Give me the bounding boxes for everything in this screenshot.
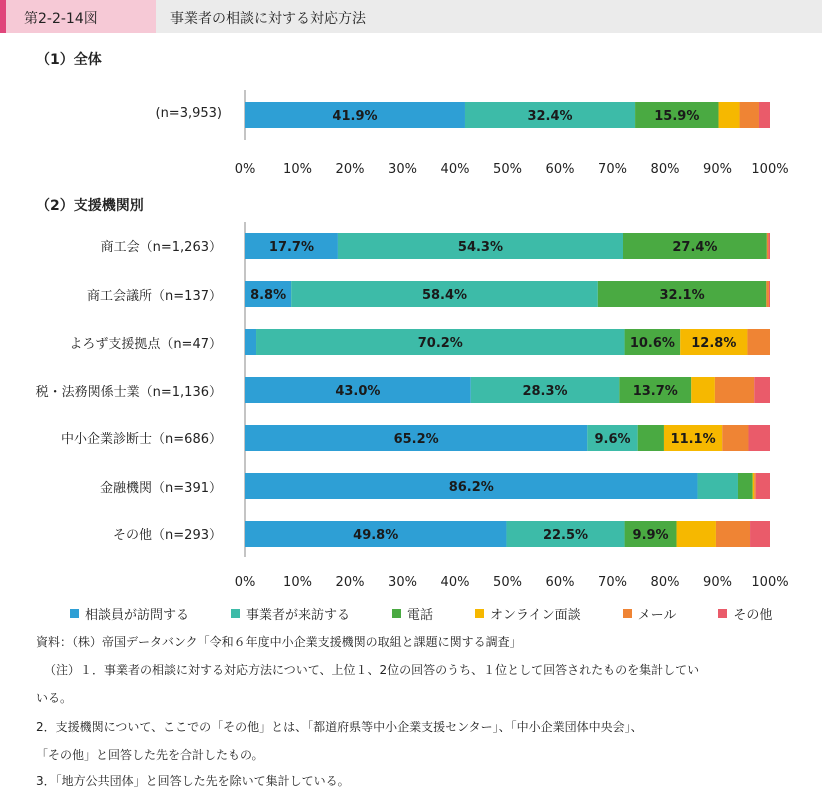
data-label-1-4-1: 9.6%	[594, 432, 631, 447]
x-tick-label-1-6: 60%	[545, 575, 575, 590]
note-3: 3．「地方公共団体」と回答した先を除いて集計している。	[36, 774, 350, 788]
bar-segment-0-0-3	[719, 102, 740, 128]
bar-segment-1-3-5	[754, 377, 770, 403]
bar-segment-1-5-3	[753, 473, 755, 499]
row-label-shokokai: 商工会（n=1,263）	[100, 240, 222, 255]
bar-segment-1-5-5	[756, 473, 770, 499]
data-label-1-0-2: 27.4%	[672, 240, 718, 255]
data-label-1-1-1: 58.4%	[421, 288, 468, 303]
legend-label-online: オンライン面談	[490, 608, 581, 623]
note-1-continued: いる。	[36, 691, 73, 705]
legend-swatch-online	[475, 609, 484, 618]
bar-segment-1-1-4	[766, 281, 769, 307]
legend-item-came	[231, 604, 350, 623]
bar-segment-1-6-3	[677, 521, 716, 547]
bar-segment-1-3-3	[691, 377, 715, 403]
data-label-0-0-2: 15.9%	[654, 109, 700, 124]
figure-title: 事業者の相談に対する対応方法	[170, 11, 366, 27]
bar-segment-1-0-4	[767, 233, 769, 259]
x-tick-label-0-1: 10%	[283, 162, 312, 177]
x-tick-label-0-3: 30%	[388, 162, 417, 177]
bar-segment-1-1-5	[769, 281, 770, 307]
section-title-by-agency: （2）支援機関別	[36, 198, 144, 214]
data-label-0-0-1: 32.4%	[527, 109, 573, 124]
note-2-continued: 「その他」と回答した先を合計したもの。	[36, 748, 264, 762]
data-label-1-1-0: 8.8%	[250, 288, 287, 303]
data-label-1-3-0: 43.0%	[335, 384, 381, 399]
x-tick-label-0-7: 70%	[598, 162, 627, 177]
legend-item-visit	[70, 604, 189, 623]
x-tick-label-0-0: 0%	[234, 162, 256, 177]
data-label-1-2-1: 70.2%	[417, 336, 463, 351]
x-tick-label-1-8: 80%	[650, 575, 680, 590]
x-tick-label-1-9: 90%	[703, 575, 732, 590]
figure-number: 第2-2-14図	[24, 11, 98, 27]
bar-segment-1-4-2	[638, 425, 664, 451]
data-label-1-0-0: 17.7%	[268, 240, 315, 255]
bar-segment-1-2-0	[245, 329, 256, 355]
x-tick-label-0-9: 90%	[703, 162, 732, 177]
bar-segment-1-5-2	[738, 473, 753, 499]
legend-item-phone	[392, 604, 433, 623]
row-label-kinyu: 金融機関（n=391）	[100, 481, 222, 496]
bar-segment-1-3-4	[715, 377, 754, 403]
data-label-0-0-0: 41.9%	[332, 109, 378, 124]
bar-segment-1-4-4	[722, 425, 748, 451]
legend-swatch-mail	[623, 609, 632, 618]
row-label-shindanshi: 中小企業診断士（n=686）	[61, 432, 222, 447]
data-label-1-5-0: 86.2%	[448, 480, 494, 495]
data-label-1-6-1: 22.5%	[542, 528, 589, 543]
row-label-overall: (n=3,953)	[155, 106, 222, 121]
row-label-yorozu: よろず支援拠点（n=47）	[69, 337, 222, 352]
note-1: （注）１．事業者の相談に対する対応方法について、上位１、2位の回答のうち、１位として回答されたものを集計してい	[44, 663, 700, 677]
bar-segment-1-4-5	[748, 425, 770, 451]
legend-item-other	[718, 604, 772, 623]
legend-label-visit: 相談員が訪問する	[85, 608, 190, 623]
note-2: 2．支援機関について、ここでの「その他」とは、「都道府県等中小企業支援センター」、「中小企業団体中央会」、	[36, 720, 643, 734]
data-label-1-6-0: 49.8%	[353, 528, 399, 543]
row-label-other: その他（n=293）	[113, 528, 222, 543]
x-tick-label-0-8: 80%	[650, 162, 680, 177]
x-tick-label-1-7: 70%	[598, 575, 627, 590]
legend-swatch-came	[231, 609, 240, 618]
bar-segment-0-0-4	[740, 102, 759, 128]
bar-segment-1-0-5	[768, 233, 770, 259]
legend-item-online	[475, 604, 581, 623]
x-tick-label-0-6: 60%	[545, 162, 575, 177]
x-tick-label-1-3: 30%	[388, 575, 417, 590]
bar-segment-1-6-5	[750, 521, 770, 547]
data-label-1-3-1: 28.3%	[522, 384, 568, 399]
x-tick-label-1-1: 10%	[283, 575, 312, 590]
data-label-1-2-2: 10.6%	[629, 336, 675, 351]
bar-segment-1-5-1	[698, 473, 738, 499]
x-tick-label-0-4: 40%	[440, 162, 470, 177]
legend-swatch-phone	[392, 609, 401, 618]
x-tick-label-0-10: 100%	[751, 162, 789, 177]
x-tick-label-1-2: 20%	[335, 575, 365, 590]
x-tick-label-1-0: 0%	[234, 575, 256, 590]
x-tick-label-1-4: 40%	[440, 575, 470, 590]
bar-segment-1-2-4	[747, 329, 770, 355]
legend-label-other: その他	[733, 608, 773, 623]
x-tick-label-1-5: 50%	[493, 575, 522, 590]
row-label-shokokaigisho: 商工会議所（n=137）	[87, 289, 222, 304]
legend	[70, 604, 772, 623]
section-title-overall: （1）全体	[36, 52, 102, 68]
x-tick-label-0-2: 20%	[335, 162, 365, 177]
data-label-1-3-2: 13.7%	[632, 384, 678, 399]
data-label-1-4-0: 65.2%	[393, 432, 439, 447]
x-tick-label-1-10: 100%	[751, 575, 789, 590]
legend-label-phone: 電話	[407, 608, 434, 623]
bar-segment-1-6-4	[716, 521, 750, 547]
source-note: 資料：（株）帝国データバンク「令和６年度中小企業支援機関の取組と課題に関する調査」	[36, 635, 522, 649]
row-label-zeimu: 税・法務関係士業（n=1,136）	[35, 385, 222, 400]
data-label-1-6-2: 9.9%	[632, 528, 669, 543]
bar-segment-1-5-4	[754, 473, 756, 499]
data-label-1-4-3: 11.1%	[670, 432, 716, 447]
data-label-1-0-1: 54.3%	[457, 240, 504, 255]
data-label-1-1-2: 32.1%	[659, 288, 705, 303]
legend-item-mail	[623, 604, 677, 623]
legend-label-came: 事業者が来訪する	[246, 608, 351, 623]
legend-swatch-visit	[70, 609, 79, 618]
legend-swatch-other	[718, 609, 727, 618]
x-tick-label-0-5: 50%	[493, 162, 522, 177]
legend-label-mail: メール	[637, 608, 677, 623]
data-label-1-2-3: 12.8%	[691, 336, 737, 351]
bar-segment-0-0-5	[759, 102, 770, 128]
